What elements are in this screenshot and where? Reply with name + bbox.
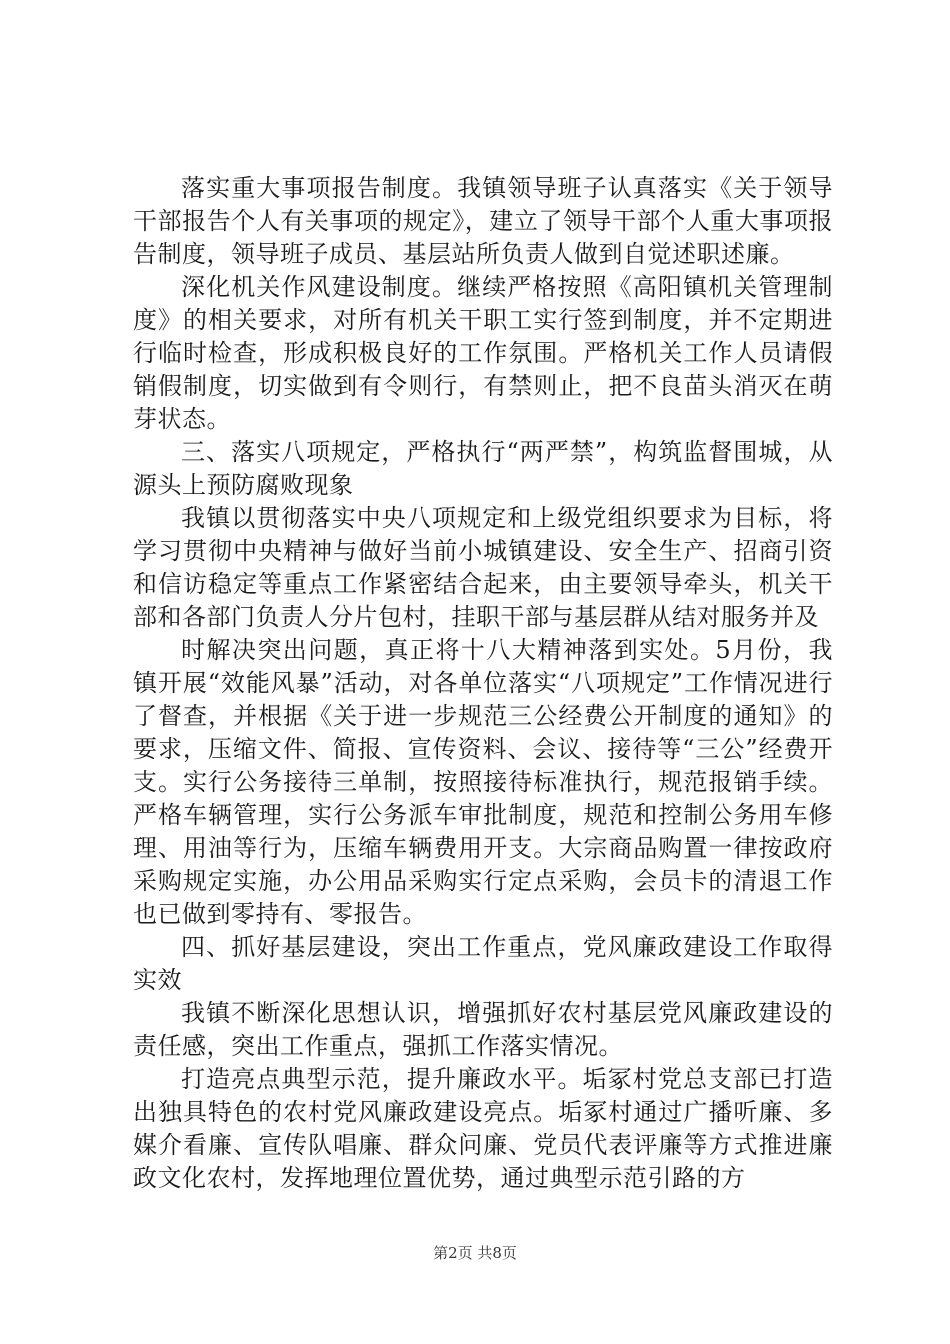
paragraph-reporting-system: 落实重大事项报告制度。我镇领导班子认真落实《关于领导干部报告个人有关事项的规定》，建立了领导干部个人重大事项报告制度，领导班子成员、基层站所负责人做到自觉述职述廉。 xyxy=(133,174,833,268)
paragraph-deepen-awareness: 我镇不断深化思想认识，增强抓好农村基层党风廉政建设的责任感，突出工作重点，强抓工作落实情况。 xyxy=(133,999,833,1060)
document-body xyxy=(133,172,833,1195)
section-heading-three: 三、落实八项规定，严格执行“两严禁”，构筑监督围城，从源头上预防腐败现象 xyxy=(133,438,833,499)
paragraph-model-demonstration: 打造亮点典型示范，提升廉政水平。垢冢村党总支部已打造出独具特色的农村党风廉政建设亮点。垢冢村通过广播听廉、多媒介看廉、宣传队唱廉、群众问廉、党员代表评廉等方式推进廉政文化农村，发挥地理位置优势，通过典型示范引路的方 xyxy=(133,1065,833,1192)
paragraph-work-style: 深化机关作风建设制度。继续严格按照《高阳镇机关管理制度》的相关要求，对所有机关干职工实行签到制度，并不定期进行临时检查，形成积极良好的工作氛围。严格机关工作人员请假销假制度，切实做到有令则行，有禁则止，把不良苗头消灭在萌芽状态。 xyxy=(133,273,833,433)
page-number-footer: 第2页 共8页 xyxy=(433,1244,517,1262)
section-heading-four: 四、抓好基层建设，突出工作重点，党风廉政建设工作取得实效 xyxy=(133,933,833,994)
paragraph-solve-problems: 时解决突出问题，真正将十八大精神落到实处。5月份，我镇开展“效能风暴”活动，对各单位落实“八项规定”工作情况进行了督查，并根据《关于进一步规范三公经费公开制度的通知》的要求，压缩文件、简报、宣传资料、会议、接待等“三公”经费开支。实行公务接待三单制，按照接待标准执行，规范报销手续。严格车辆管理，实行公务派车审批制度，规范和控制公务用车修理、用油等行为，压缩车辆费用开支。大宗商品购置一律按政府采购规定实施，办公用品采购实行定点采购，会员卡的清退工作也已做到零持有、零报告。 xyxy=(133,636,833,928)
paragraph-eight-rules: 我镇以贯彻落实中央八项规定和上级党组织要求为目标，将学习贯彻中央精神与做好当前小城镇建设、安全生产、招商引资和信访稳定等重点工作紧密结合起来，由主要领导牵头，机关干部和各部门负责人分片包村，挂职干部与基层群从结对服务并及 xyxy=(133,504,833,631)
